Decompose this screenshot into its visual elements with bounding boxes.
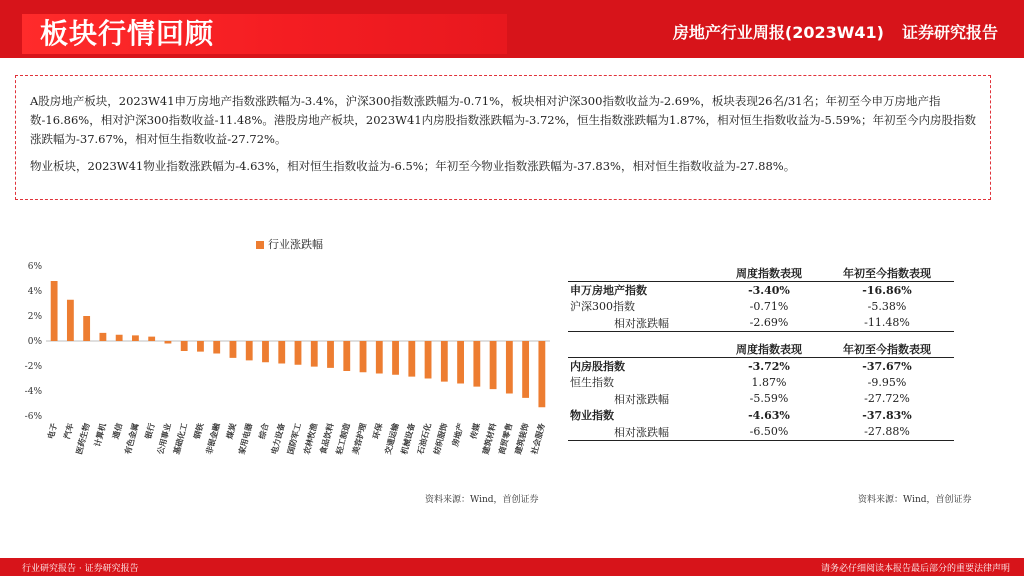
weekly-value: -2.69% bbox=[718, 315, 820, 332]
y-tick-label: 6% bbox=[27, 262, 42, 272]
x-tick-label: 房地产 bbox=[450, 422, 466, 448]
x-tick-label: 美容护理 bbox=[350, 422, 368, 456]
bar-商贸零售 bbox=[506, 341, 513, 394]
row-label: 内房股指数 bbox=[570, 360, 625, 373]
header-bar bbox=[0, 0, 1024, 58]
bar-国防军工 bbox=[295, 341, 302, 365]
bar-农林牧渔 bbox=[311, 341, 318, 367]
bar-交通运输 bbox=[392, 341, 399, 375]
weekly-value: -3.40% bbox=[748, 283, 790, 297]
weekly-value: -3.72% bbox=[748, 359, 790, 373]
bar-传媒 bbox=[473, 341, 480, 387]
bar-chart-svg bbox=[18, 228, 558, 508]
bar-家用电器 bbox=[246, 341, 253, 360]
x-tick-label: 医药生物 bbox=[74, 422, 92, 456]
x-tick-label: 机械设备 bbox=[399, 422, 417, 456]
table-row bbox=[568, 374, 954, 391]
x-tick-label: 煤炭 bbox=[225, 422, 238, 440]
x-tick-label: 基础化工 bbox=[172, 422, 190, 456]
y-tick-label: 0% bbox=[27, 337, 42, 347]
row-label: 相对涨跌幅 bbox=[568, 424, 718, 441]
x-tick-label: 社会服务 bbox=[529, 422, 547, 456]
summary-box bbox=[15, 75, 991, 200]
bar-房地产 bbox=[457, 341, 464, 384]
ytd-value: -27.88% bbox=[820, 424, 954, 441]
ytd-value: -27.72% bbox=[864, 392, 910, 406]
report-type: 证券研究报告 bbox=[901, 23, 998, 42]
bar-电力设备 bbox=[278, 341, 285, 364]
row-label: 申万房地产指数 bbox=[570, 284, 647, 297]
table-header-cell: 年初至今指数表现 bbox=[820, 341, 954, 358]
x-tick-label: 食品饮料 bbox=[318, 422, 336, 456]
row-label: 恒生指数 bbox=[570, 376, 614, 390]
table-row bbox=[568, 391, 954, 408]
x-tick-label: 计算机 bbox=[92, 422, 108, 448]
y-tick-label: -6% bbox=[24, 412, 42, 422]
summary-paragraph-1: A股房地产板块，2023W41申万房地产指数涨跌幅为-3.4%，沪深300指数涨跌幅为-0.71%，板块相对沪深300指数收益为-2.69%，板块表现26名/31名；年初至今申万房地产指数-16.86%，相对沪深300指数收益-11.48%。港股房地产板块，2023W41内房股指数涨跌幅为-3.72%，恒生指数涨跌幅为1.87%，相对恒生指数收益为-5.59%；年初至今内房股指数涨跌幅为-37.67%，相对恒生指数收益-27.72%。 bbox=[30, 94, 977, 146]
page-title: 板块行情回顾 bbox=[40, 17, 215, 50]
table-source: 资料来源：Wind，首创证券 bbox=[858, 495, 972, 505]
industry-chart bbox=[18, 228, 558, 508]
y-tick-label: -2% bbox=[24, 362, 42, 372]
y-tick-label: 4% bbox=[27, 287, 42, 297]
x-tick-label: 电子 bbox=[46, 422, 60, 440]
chart-legend bbox=[256, 236, 323, 252]
table-header-cell: 周度指数表现 bbox=[718, 341, 820, 358]
bar-基础化工 bbox=[181, 341, 188, 351]
report-title bbox=[655, 20, 998, 43]
table-header-cell bbox=[568, 341, 718, 358]
x-tick-label: 非银金融 bbox=[204, 422, 222, 456]
row-label: 物业指数 bbox=[570, 409, 614, 423]
index-table bbox=[568, 265, 954, 441]
x-tick-label: 银行 bbox=[143, 422, 157, 440]
bar-银行 bbox=[148, 337, 155, 341]
x-tick-label: 建筑装饰 bbox=[513, 422, 531, 456]
bar-医药生物 bbox=[83, 316, 90, 341]
x-tick-label: 交通运输 bbox=[383, 422, 401, 456]
ytd-value: -37.67% bbox=[862, 359, 912, 373]
bar-非银金融 bbox=[213, 341, 220, 354]
legend-swatch bbox=[256, 241, 264, 249]
ytd-value: -37.83% bbox=[862, 408, 912, 422]
chart-source: 资料来源：Wind，首创证券 bbox=[425, 495, 539, 505]
bar-通信 bbox=[116, 335, 123, 341]
weekly-value: 1.87% bbox=[751, 375, 787, 389]
bar-有色金属 bbox=[132, 335, 139, 341]
x-tick-label: 商贸零售 bbox=[497, 422, 515, 456]
x-tick-label: 环保 bbox=[371, 422, 385, 440]
bar-纺织服饰 bbox=[441, 341, 448, 382]
table-row bbox=[568, 298, 954, 315]
table-header-cell: 周度指数表现 bbox=[718, 265, 820, 282]
y-tick-label: 2% bbox=[27, 312, 42, 322]
x-tick-label: 有色金属 bbox=[123, 422, 141, 456]
weekly-value: -5.59% bbox=[749, 392, 789, 406]
bar-美容护理 bbox=[360, 341, 367, 372]
x-tick-label: 公用事业 bbox=[155, 422, 173, 456]
table-row bbox=[568, 282, 954, 299]
x-tick-label: 传媒 bbox=[468, 422, 482, 440]
table-row bbox=[568, 407, 954, 424]
table-spacer bbox=[568, 331, 954, 341]
weekly-value: -0.71% bbox=[749, 299, 789, 313]
bar-石油石化 bbox=[425, 341, 432, 379]
footer-disclaimer: 请务必仔细阅读本报告最后部分的重要法律声明 bbox=[820, 564, 1010, 574]
bar-钢铁 bbox=[197, 341, 204, 352]
bar-轻工制造 bbox=[343, 341, 350, 371]
bar-机械设备 bbox=[408, 341, 415, 377]
x-tick-label: 石油石化 bbox=[416, 422, 433, 456]
x-tick-label: 通信 bbox=[111, 422, 125, 440]
table-row bbox=[568, 358, 954, 375]
weekly-value: -6.50% bbox=[718, 424, 820, 441]
x-tick-label: 电力设备 bbox=[269, 422, 287, 456]
bar-电子 bbox=[51, 281, 58, 341]
weekly-value: -4.63% bbox=[748, 408, 790, 422]
table-header-cell bbox=[568, 265, 718, 282]
bar-综合 bbox=[262, 341, 269, 362]
report-name: 房地产行业周报(2023W41) bbox=[672, 23, 884, 42]
table-row bbox=[568, 424, 954, 441]
bar-公用事业 bbox=[165, 341, 172, 344]
x-tick-label: 农林牧渔 bbox=[302, 422, 320, 456]
bar-建筑装饰 bbox=[522, 341, 529, 398]
x-tick-label: 钢铁 bbox=[192, 422, 206, 440]
summary-paragraph-2: 物业板块，2023W41物业指数涨跌幅为-4.63%，相对恒生指数收益为-6.5%；年初至今物业指数涨跌幅为-37.83%，相对恒生指数收益为-27.88%。 bbox=[30, 159, 796, 173]
x-tick-label: 轻工制造 bbox=[334, 422, 352, 456]
x-tick-label: 综合 bbox=[257, 422, 271, 440]
ytd-value: -9.95% bbox=[867, 375, 907, 389]
table-header-cell: 年初至今指数表现 bbox=[820, 265, 954, 282]
bar-建筑材料 bbox=[490, 341, 497, 389]
ytd-value: -5.38% bbox=[867, 299, 907, 313]
bar-环保 bbox=[376, 341, 383, 374]
ytd-value: -16.86% bbox=[862, 283, 912, 297]
bar-社会服务 bbox=[538, 341, 545, 407]
legend-label: 行业涨跌幅 bbox=[268, 238, 323, 251]
x-tick-label: 汽车 bbox=[62, 422, 76, 440]
row-label: 相对涨跌幅 bbox=[568, 315, 718, 332]
row-label: 沪深300指数 bbox=[570, 300, 635, 314]
bar-煤炭 bbox=[230, 341, 237, 358]
y-tick-label: -4% bbox=[24, 387, 42, 397]
x-tick-label: 建筑材料 bbox=[481, 422, 499, 456]
x-tick-label: 家用电器 bbox=[237, 422, 255, 456]
footer-left-text: 行业研究报告 · 证券研究报告 bbox=[22, 564, 139, 574]
bar-计算机 bbox=[99, 333, 106, 341]
ytd-value: -11.48% bbox=[820, 315, 954, 332]
table-header-row bbox=[568, 265, 954, 282]
bar-汽车 bbox=[67, 300, 74, 341]
x-tick-label: 国防军工 bbox=[285, 422, 303, 456]
table-row bbox=[568, 315, 954, 332]
row-label: 相对涨跌幅 bbox=[614, 392, 669, 406]
table-header-row bbox=[568, 341, 954, 358]
x-tick-label: 纺织服饰 bbox=[432, 422, 450, 456]
bar-食品饮料 bbox=[327, 341, 334, 368]
footer-bar bbox=[0, 558, 1024, 576]
